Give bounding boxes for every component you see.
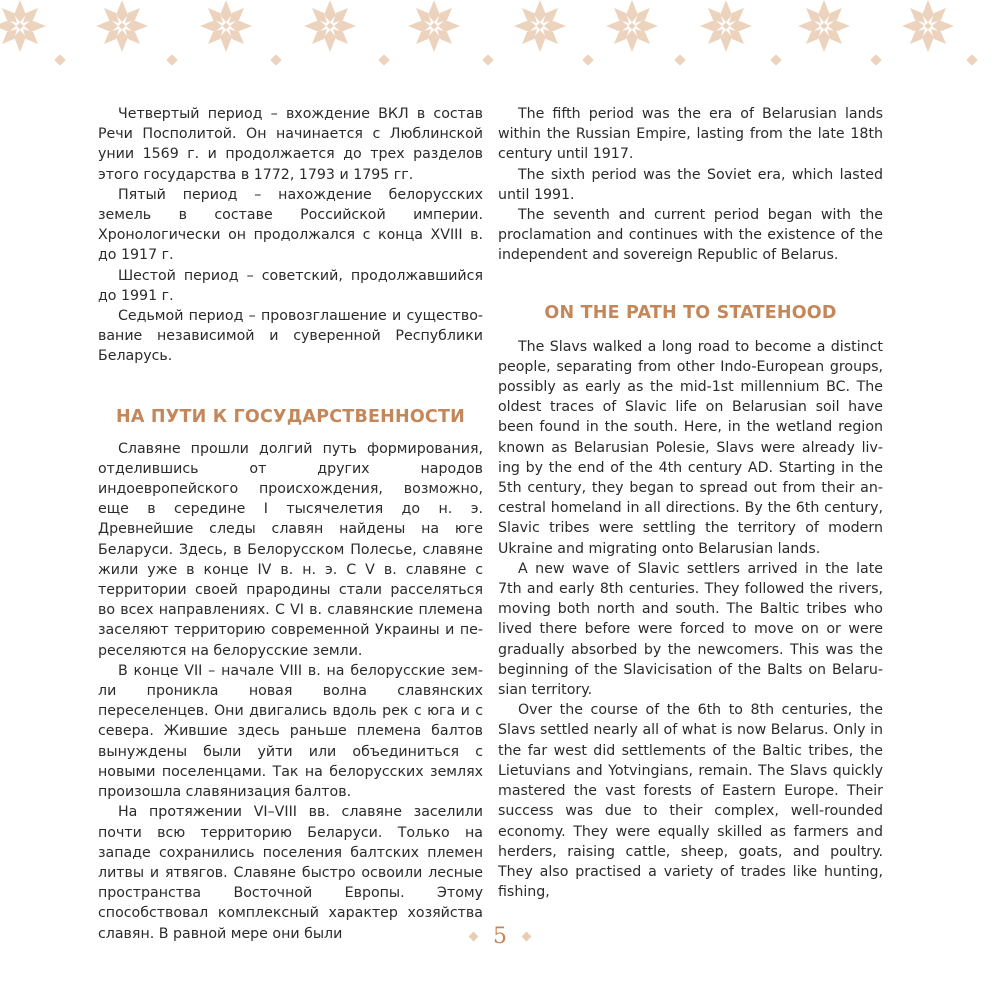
en-paragraph-period-5: The fifth period was the era of Belarusian lands within the Russian Empire, lasting from the late 18th century until 1917. bbox=[498, 106, 883, 163]
ru-paragraph-period-5: Пятый период – нахождение белорусских земель в составе Российской империи. Хронологически он продолжался с конца XVIII в. до 1917 г. bbox=[98, 186, 483, 264]
en-paragraph-period-6: The sixth period was the Soviet era, which lasted until 1991. bbox=[498, 166, 883, 203]
ru-section-heading: НА ПУТИ К ГОСУДАРСТВЕННОСТИ bbox=[116, 406, 465, 427]
en-paragraph-slavs-settlers: A new wave of Slavic settlers arrived in the late 7th and early 8th centuries. They followed the rivers, moving both north and south. The Baltic tribes who lived there before were forced to move on or were gradually absorbed by the newcomers. This was the beginning of the Slavicisation of the Balts on Belarusian territory. bbox=[498, 560, 883, 699]
diamond-right-icon bbox=[522, 931, 532, 941]
ru-paragraph-period-7: Седьмой период – провозглашение и существование независимой и суверенной Республики Беларусь. bbox=[98, 308, 483, 365]
folk-ornament-band bbox=[0, 0, 1000, 72]
ru-paragraph-slavs-origin: Славяне прошли долгий путь формирования, отделившись от других народов индоевропейского происхождения, возможно, еще в середине I тысячелетия до н. э. Древнейшие следы славян найдены на юге Беларуси. Здесь, в Белорусском Полесье, славяне жили уже в конце IV в. н. э. С V в. славяне с территории своей прародины стали расселяться во всех направлениях. С VI в. славянские племена заселяют территорию современной Украины и переселяются на белорусские земли. bbox=[98, 440, 483, 659]
en-paragraph-period-7: The seventh and current period began with the proclamation and continues with the existence of the independent and sovereign Republic of Belarus. bbox=[498, 207, 883, 264]
en-paragraph-slavs-origin: The Slavs walked a long road to become a distinct people, separating from other Indo-European groups, possibly as early as the mid-1st millennium BC. The oldest traces of Slavic life on Belarusian soil have been found in the south. Here, in the wetland region known as Belarusian Polesie, Slavs were already living by the end of the 4th century AD. Starting in the 5th century, they began to spread out from their ancestral homeland in all directions. By the 6th century, Slavic tribes were settling the territory of modern Ukraine and migrating onto Belarusian lands. bbox=[498, 338, 883, 557]
diamond-left-icon bbox=[469, 931, 479, 941]
ru-paragraph-period-6: Шестой период – советский, продолжавшийся до 1991 г. bbox=[98, 267, 483, 304]
en-section-heading: ON THE PATH TO STATEHOOD bbox=[544, 302, 837, 323]
page-number: 5 bbox=[493, 923, 507, 949]
ru-paragraph-period-4: Четвертый период – вхождение ВКЛ в состав Речи Посполитой. Он начинается с Люблинской унии 1569 г. и продолжается до трех разделов этого государства в 1772, 1793 и 1795 гг. bbox=[98, 106, 483, 183]
russian-column bbox=[98, 104, 483, 944]
page-footer bbox=[0, 920, 1000, 952]
ru-paragraph-slavs-settlers: В конце VII – начале VIII в. на белорусские земли проникла новая волна славянских переселенцев. Они двигались вдоль рек с юга и с севера. Жившие здесь раньше племена балтов вынуждены были уйти или объединиться с новыми поселенцами. Так на белорусских землях произошла славянизация балтов. bbox=[98, 662, 483, 801]
english-column bbox=[498, 104, 883, 902]
ru-paragraph-slavs-economy: На протяжении VI–VIII вв. славяне заселили почти всю территорию Беларуси. Только на западе сохранились поселения балтских племен литвы и ятвягов. Славяне быстро освоили лесные пространства Восточной Европы. Этому способствовал комплексный характер хозяйства славян. В равной мере они были bbox=[98, 804, 483, 942]
en-paragraph-slavs-economy: Over the course of the 6th to 8th centuries, the Slavs settled nearly all of what is now Belarus. Only in the far west did settlements of the Baltic tribes, the Lietuvians and Yotvingians, remain. The Slavs quickly mastered the vast forests of Eastern Europe. Their success was due to their complex, well-rounded economy. They were equally skilled as farmers and herders, raising cattle, sheep, goats, and poultry. They also practised a variety of trades like hunting, fishing, bbox=[498, 702, 884, 901]
